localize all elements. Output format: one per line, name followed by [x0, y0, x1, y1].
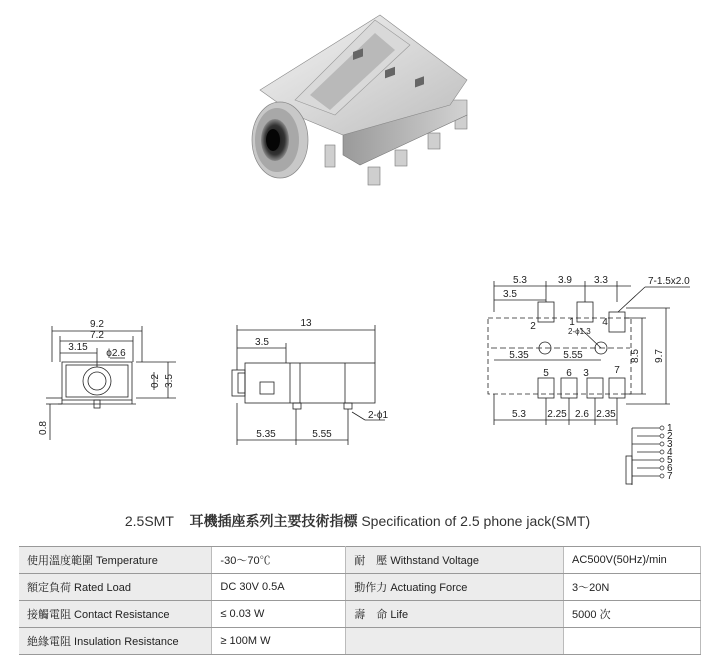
spec-value: ≤ 0.03 W [212, 601, 346, 628]
schematic-pin: 3 [667, 439, 673, 450]
schematic-pin: 1 [667, 423, 673, 434]
schematic-pin: 7 [667, 471, 673, 482]
dim-text: 2-ϕ1 [368, 410, 389, 421]
dim-text: 13 [300, 318, 312, 329]
table-row [19, 628, 701, 655]
dim-text: 3.5 [255, 337, 269, 348]
spec-value: -30～70℃ [212, 547, 346, 574]
dim-text: 7.2 [90, 330, 104, 341]
spec-title [0, 511, 715, 531]
dim-text: 5.55 [563, 350, 583, 361]
dim-text: 5.55 [312, 429, 332, 440]
spec-label [346, 628, 564, 655]
dim-text: 2.25 [547, 409, 567, 420]
table-row [19, 574, 701, 601]
pin-schematic [626, 428, 660, 485]
title-english: Specification of 2.5 phone jack(SMT) [361, 513, 591, 529]
pad-number: 1 [569, 317, 575, 328]
spec-label: 動作力 Actuating Force [346, 574, 564, 601]
schematic-pin: 6 [667, 463, 673, 474]
dim-text: 3.5 [164, 374, 175, 388]
spec-label: 使用溫度範圍 Temperature [19, 547, 212, 574]
dim-text: 2.35 [596, 409, 616, 420]
schematic-pin: 2 [667, 431, 673, 442]
spec-label: 絶緣電阻 Insulation Resistance [19, 628, 212, 655]
dim-text: 5.35 [509, 350, 529, 361]
spec-label: 壽 命 Life [346, 601, 564, 628]
pad-number: 6 [566, 368, 572, 379]
spec-value: AC500V(50Hz)/min [564, 547, 701, 574]
schematic-pin: 4 [667, 447, 673, 458]
dim-text: 9.2 [90, 319, 104, 330]
table-row [19, 601, 701, 628]
spec-value: ≥ 100M W [212, 628, 346, 655]
dim-text: 5.3 [512, 409, 526, 420]
spec-value: DC 30V 0.5A [212, 574, 346, 601]
title-chinese: 耳機插座系列主要技術指標 [189, 513, 358, 529]
pad-number: 5 [543, 368, 549, 379]
spec-label: 耐 壓 Withstand Voltage [346, 547, 564, 574]
dim-text: 2-ϕ1.3 [568, 327, 591, 336]
spec-label: 額定負荷 Rated Load [19, 574, 212, 601]
spec-value: 5000 次 [564, 601, 701, 628]
model-name: 2.5SMT [124, 513, 174, 529]
dim-text: 3.3 [594, 275, 608, 286]
spec-value: 3～20N [564, 574, 701, 601]
pad-number: 4 [602, 317, 608, 328]
dim-text: ϕ2.6 [106, 348, 126, 359]
spec-table [19, 546, 701, 655]
pad-number: 2 [530, 321, 536, 332]
table-row [19, 547, 701, 574]
dim-text: 2.6 [575, 409, 589, 420]
dim-text: 8.5 [630, 349, 641, 363]
dim-text: 0.8 [38, 421, 49, 435]
dim-text: 5.35 [256, 429, 276, 440]
dim-text: 7-1.5x2.0 [648, 276, 690, 287]
dim-text: 3.15 [68, 342, 88, 353]
dim-text: 3.9 [558, 275, 572, 286]
spec-value [564, 628, 701, 655]
dim-text: 5.3 [513, 275, 527, 286]
dim-text: 0.2 [150, 374, 161, 388]
dim-text: 9.7 [654, 349, 665, 363]
schematic-pin: 5 [667, 455, 673, 466]
spec-label: 接觸電阻 Contact Resistance [19, 601, 212, 628]
dim-text: 3.5 [503, 289, 517, 300]
pad-number: 3 [583, 368, 589, 379]
pad-number: 7 [614, 365, 620, 376]
